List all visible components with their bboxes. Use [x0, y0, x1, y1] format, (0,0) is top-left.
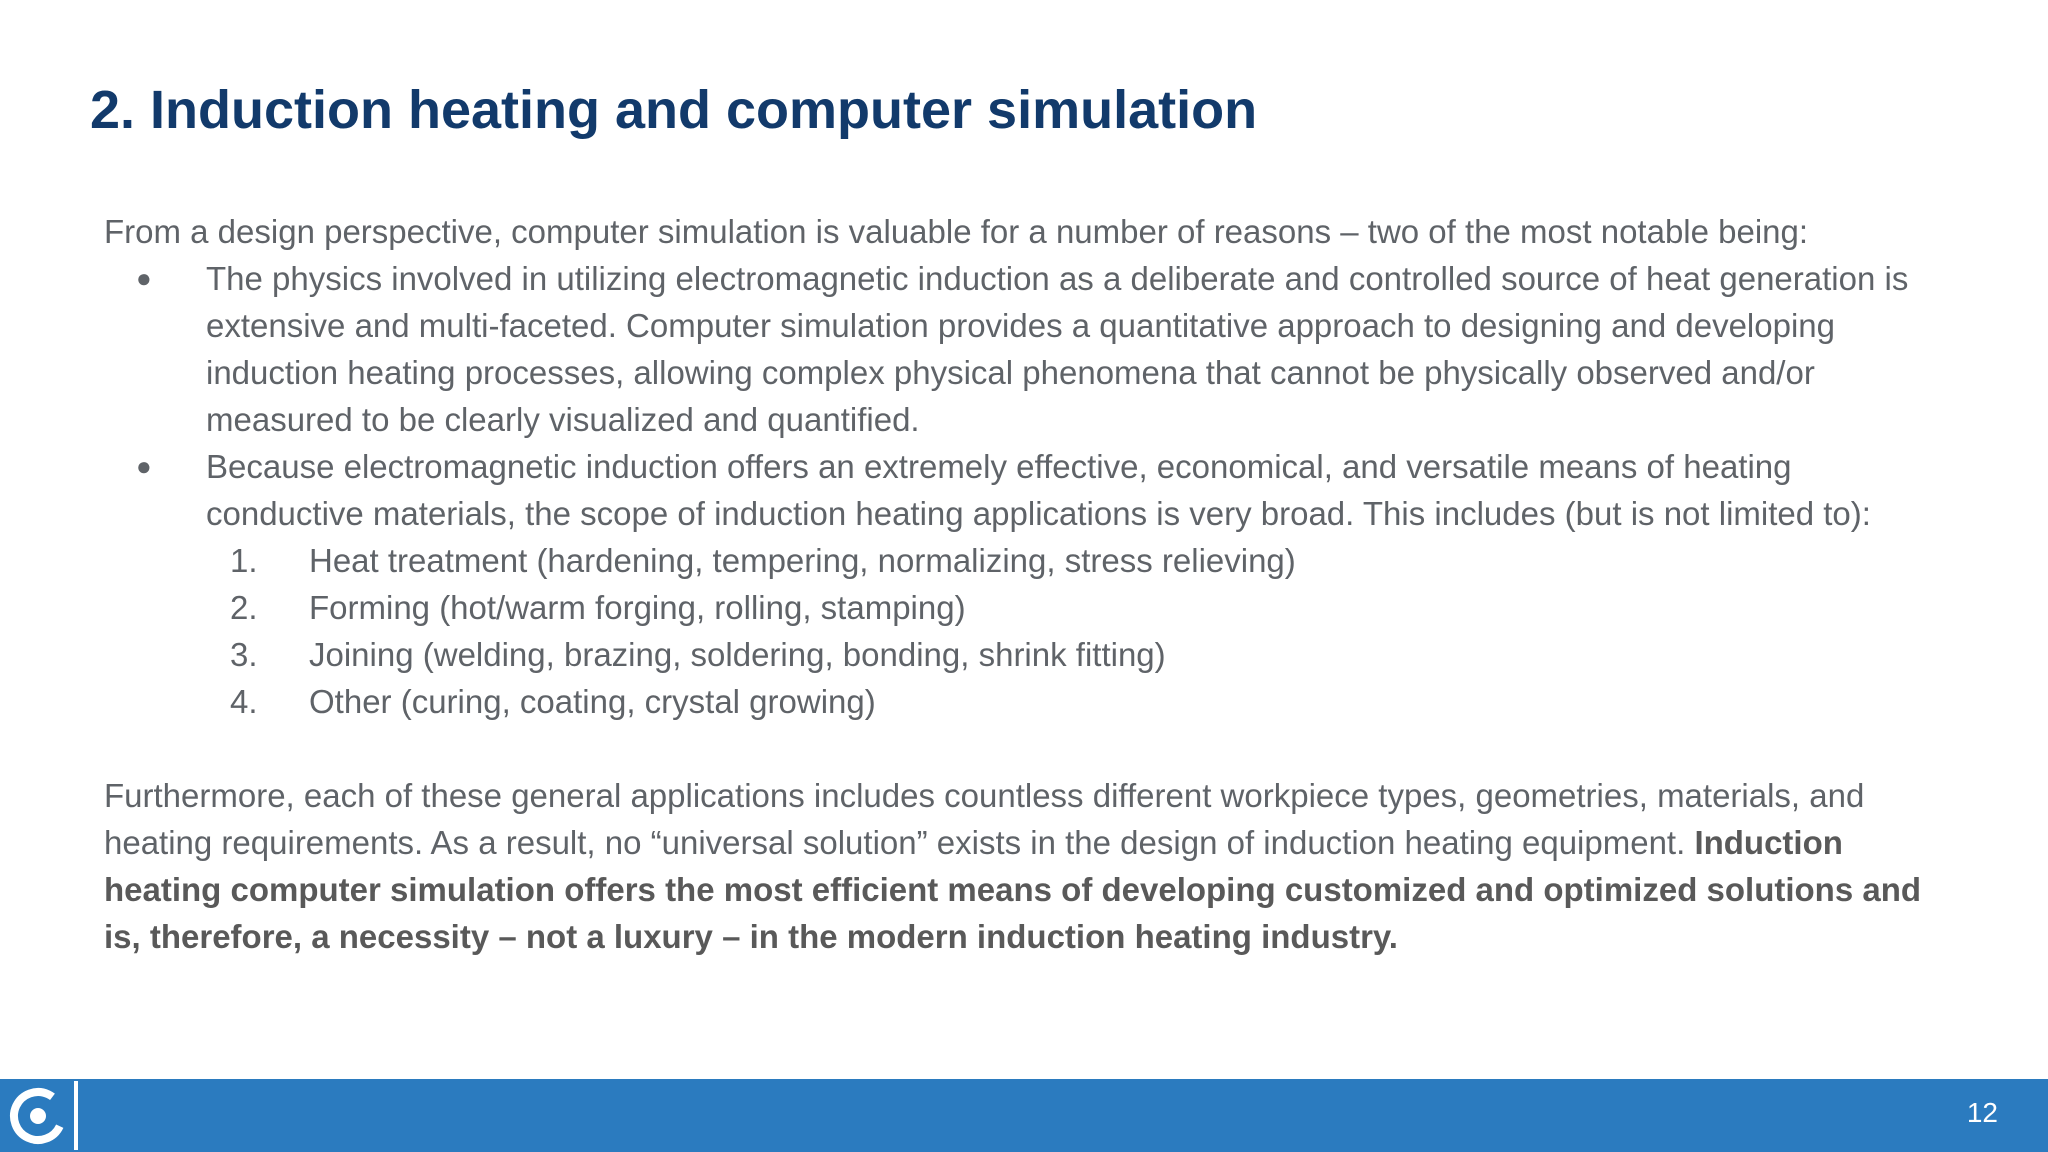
bullet-list	[104, 255, 1954, 537]
bullet-item	[104, 443, 1954, 537]
intro-text: From a design perspective, computer simulation is valuable for a number of reasons – two of the most notable being:	[104, 213, 1809, 250]
company-c-logo-icon	[2, 1081, 78, 1150]
numbered-list	[104, 537, 1954, 725]
conclusion-bold-text: Induction heating computer simulation offers the most efficient means of developing customized and optimized solutions and is, therefore, a necessity – not a luxury – in the modern induction heating industry.	[104, 824, 1922, 955]
numbered-item	[104, 537, 1954, 584]
item-number: 1.	[230, 542, 258, 579]
item-text: Heat treatment (hardening, tempering, normalizing, stress relieving)	[309, 542, 1296, 579]
numbered-item	[104, 584, 1954, 631]
page-title: 2. Induction heating and computer simulation	[90, 80, 1258, 140]
item-number: 4.	[230, 683, 258, 720]
slide-body	[104, 208, 1954, 960]
logo-graphic	[2, 1081, 74, 1150]
numbered-item	[104, 678, 1954, 725]
item-text: Joining (welding, brazing, soldering, bonding, shrink fitting)	[309, 636, 1166, 673]
item-text: Forming (hot/warm forging, rolling, stamping)	[309, 589, 966, 626]
bullet-text: The physics involved in utilizing electromagnetic induction as a deliberate and controlled source of heat generation is extensive and multi-faceted. Computer simulation provides a quantitative approach to designing and developing induction heating processes, allowing complex physical phenomena that cannot be physically observed and/or measured to be clearly visualized and quantified.	[206, 260, 1909, 438]
footer-bar	[0, 1079, 2048, 1152]
paragraph-spacer	[104, 725, 1954, 772]
item-text: Other (curing, coating, crystal growing)	[309, 683, 876, 720]
bullet-marker: ●	[136, 263, 152, 293]
numbered-item	[104, 631, 1954, 678]
bullet-marker: ●	[136, 451, 152, 481]
page-number: 12	[1966, 1097, 1998, 1128]
bullet-item	[104, 255, 1954, 443]
item-number: 2.	[230, 589, 258, 626]
bullet-text: Because electromagnetic induction offers an extremely effective, economical, and versatile means of heating conductive materials, the scope of induction heating applications is very broad. This includes (but is not limited to):	[206, 448, 1871, 532]
item-number: 3.	[230, 636, 258, 673]
conclusion-text: Furthermore, each of these general applications includes countless different workpiece types, geometries, materials, and heating requirements. As a result, no “universal solution” exists in the design of induction heating equipment.	[104, 777, 1865, 861]
conclusion-paragraph	[104, 772, 1954, 960]
